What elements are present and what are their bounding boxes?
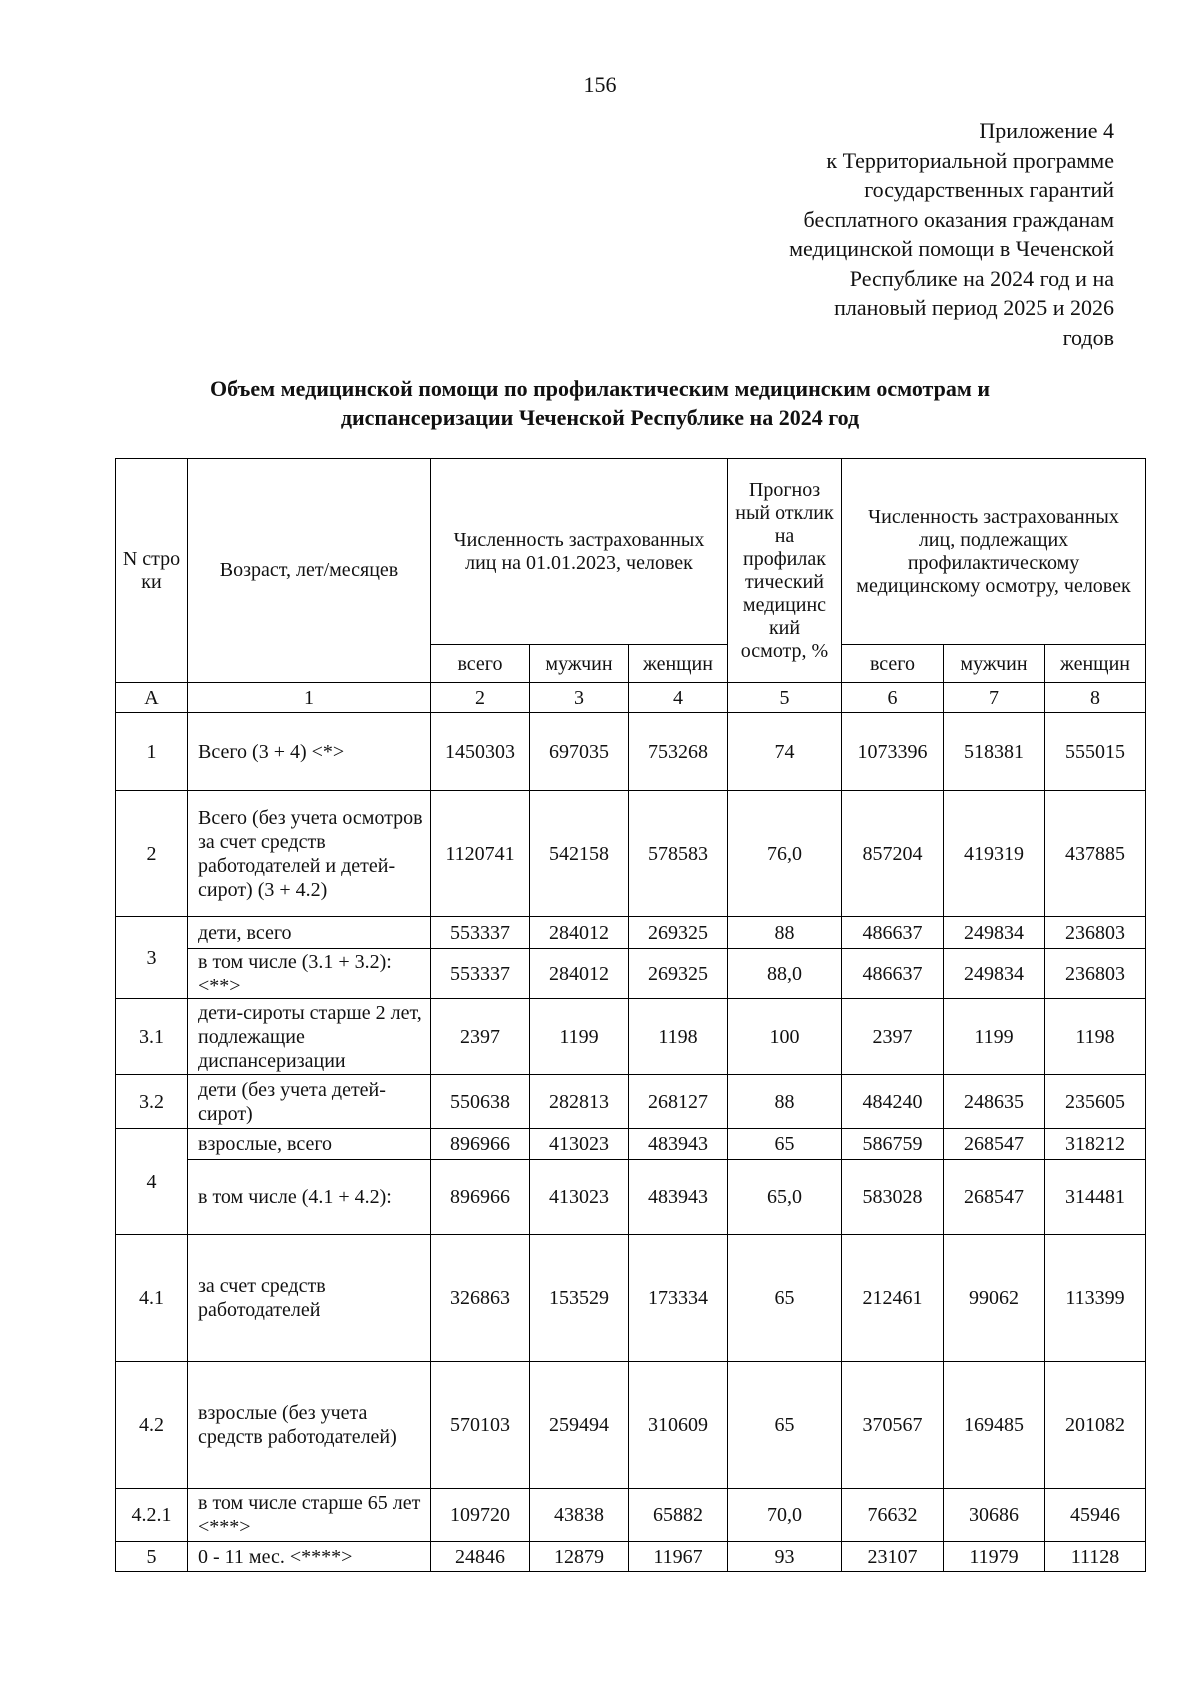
header-forecast-response: Прогноз ный отклик на профилак тический медицинс кий осмотр, % [728, 459, 842, 683]
header-age: Возраст, лет/месяцев [188, 459, 431, 683]
cell-value: 11128 [1045, 1542, 1146, 1572]
cell-value: 370567 [842, 1362, 944, 1489]
cell-value: 550638 [431, 1075, 530, 1129]
cell-value: 249834 [944, 949, 1045, 999]
cell-value: 326863 [431, 1235, 530, 1362]
header-women: женщин [1045, 645, 1146, 683]
cell-value: 76632 [842, 1489, 944, 1542]
index-cell: 1 [188, 683, 431, 713]
cell-value: 896966 [431, 1160, 530, 1235]
table-row [116, 1489, 1146, 1542]
row-number: 2 [116, 791, 188, 917]
index-cell: 7 [944, 683, 1045, 713]
cell-value: 1120741 [431, 791, 530, 917]
cell-value: 437885 [1045, 791, 1146, 917]
cell-value: 236803 [1045, 917, 1146, 949]
appendix-line: Республике на 2024 год и на [849, 265, 1114, 291]
row-label: взрослые, всего [188, 1129, 431, 1160]
cell-value: 413023 [530, 1129, 629, 1160]
cell-value: 1199 [530, 999, 629, 1075]
cell-value: 484240 [842, 1075, 944, 1129]
cell-value: 74 [728, 713, 842, 791]
cell-value: 486637 [842, 917, 944, 949]
cell-value: 1199 [944, 999, 1045, 1075]
appendix-note [654, 116, 1114, 352]
header-insured-count: Численность застрахованных лиц на 01.01.2023, человек [431, 459, 728, 645]
cell-value: 236803 [1045, 949, 1146, 999]
cell-value: 578583 [629, 791, 728, 917]
cell-value: 11979 [944, 1542, 1045, 1572]
cell-value: 65,0 [728, 1160, 842, 1235]
index-cell: 8 [1045, 683, 1146, 713]
cell-value: 269325 [629, 949, 728, 999]
cell-value: 65882 [629, 1489, 728, 1542]
cell-value: 249834 [944, 917, 1045, 949]
index-cell: 2 [431, 683, 530, 713]
index-cell: 5 [728, 683, 842, 713]
cell-value: 697035 [530, 713, 629, 791]
cell-value: 76,0 [728, 791, 842, 917]
cell-value: 93 [728, 1542, 842, 1572]
cell-value: 100 [728, 999, 842, 1075]
cell-value: 2397 [842, 999, 944, 1075]
row-label: взрослые (без учета средств работодателей) [188, 1362, 431, 1489]
cell-value: 11967 [629, 1542, 728, 1572]
cell-value: 99062 [944, 1235, 1045, 1362]
row-label: в том числе старше 65 лет <***> [188, 1489, 431, 1542]
cell-value: 314481 [1045, 1160, 1146, 1235]
cell-value: 23107 [842, 1542, 944, 1572]
cell-value: 153529 [530, 1235, 629, 1362]
appendix-line: медицинской помощи в Чеченской [789, 236, 1114, 261]
header-total: всего [431, 645, 530, 683]
table-row [116, 1129, 1146, 1160]
appendix-line: бесплатного оказания гражданам [803, 206, 1114, 232]
cell-value: 553337 [431, 917, 530, 949]
appendix-line: Приложение 4 [979, 118, 1114, 143]
header-total: всего [842, 645, 944, 683]
appendix-line: плановый период 2025 и 2026 [834, 295, 1114, 320]
cell-value: 753268 [629, 713, 728, 791]
table-row [116, 1075, 1146, 1129]
index-row [116, 683, 1146, 713]
cell-value: 284012 [530, 917, 629, 949]
cell-value: 45946 [1045, 1489, 1146, 1542]
cell-value: 169485 [944, 1362, 1045, 1489]
index-cell: А [116, 683, 188, 713]
header-men: мужчин [944, 645, 1045, 683]
index-cell: 3 [530, 683, 629, 713]
row-label: в том числе (4.1 + 4.2): [188, 1160, 431, 1235]
row-number: 3.2 [116, 1075, 188, 1129]
row-label: Всего (без учета осмотров за счет средств работодателей и детей-сирот) (3 + 4.2) [188, 791, 431, 917]
cell-value: 318212 [1045, 1129, 1146, 1160]
cell-value: 201082 [1045, 1362, 1146, 1489]
row-label: за счет средств работодателей [188, 1235, 431, 1362]
cell-value: 284012 [530, 949, 629, 999]
table-row [116, 791, 1146, 917]
cell-value: 413023 [530, 1160, 629, 1235]
cell-value: 310609 [629, 1362, 728, 1489]
appendix-line: государственных гарантий [864, 177, 1114, 202]
cell-value: 88 [728, 1075, 842, 1129]
row-number: 5 [116, 1542, 188, 1572]
cell-value: 1198 [629, 999, 728, 1075]
row-label: в том числе (3.1 + 3.2): <**> [188, 949, 431, 999]
cell-value: 896966 [431, 1129, 530, 1160]
table-row [116, 917, 1146, 949]
cell-value: 483943 [629, 1160, 728, 1235]
header-men: мужчин [530, 645, 629, 683]
title-line-2: диспансеризации Чеченской Республике на 2024 год [340, 405, 860, 430]
row-number: 4.1 [116, 1235, 188, 1362]
cell-value: 235605 [1045, 1075, 1146, 1129]
cell-value: 583028 [842, 1160, 944, 1235]
cell-value: 555015 [1045, 713, 1146, 791]
cell-value: 483943 [629, 1129, 728, 1160]
row-label: дети-сироты старше 2 лет, подлежащие диспансеризации [188, 999, 431, 1075]
cell-value: 24846 [431, 1542, 530, 1572]
row-label: дети, всего [188, 917, 431, 949]
cell-value: 1073396 [842, 713, 944, 791]
cell-value: 65 [728, 1362, 842, 1489]
volume-table [115, 458, 1146, 1572]
table-row [116, 1160, 1146, 1235]
cell-value: 586759 [842, 1129, 944, 1160]
document-title [0, 374, 1200, 432]
row-number: 3 [116, 917, 188, 999]
row-label: Всего (3 + 4) <*> [188, 713, 431, 791]
cell-value: 2397 [431, 999, 530, 1075]
cell-value: 268547 [944, 1160, 1045, 1235]
cell-value: 553337 [431, 949, 530, 999]
cell-value: 282813 [530, 1075, 629, 1129]
row-number: 3.1 [116, 999, 188, 1075]
appendix-line: годов [1062, 324, 1114, 350]
table-row [116, 1235, 1146, 1362]
cell-value: 486637 [842, 949, 944, 999]
cell-value: 43838 [530, 1489, 629, 1542]
row-label: дети (без учета детей-сирот) [188, 1075, 431, 1129]
row-number: 4.2 [116, 1362, 188, 1489]
cell-value: 259494 [530, 1362, 629, 1489]
page-number: 156 [583, 72, 617, 97]
cell-value: 419319 [944, 791, 1045, 917]
cell-value: 30686 [944, 1489, 1045, 1542]
table-row [116, 1542, 1146, 1572]
cell-value: 248635 [944, 1075, 1045, 1129]
table-row [116, 999, 1146, 1075]
cell-value: 70,0 [728, 1489, 842, 1542]
index-cell: 6 [842, 683, 944, 713]
cell-value: 65 [728, 1235, 842, 1362]
cell-value: 109720 [431, 1489, 530, 1542]
row-label: 0 - 11 мес. <****> [188, 1542, 431, 1572]
row-number: 4 [116, 1129, 188, 1235]
cell-value: 269325 [629, 917, 728, 949]
table-row [116, 1362, 1146, 1489]
cell-value: 1450303 [431, 713, 530, 791]
header-subject-count: Численность застрахованных лиц, подлежащих профилактическому медицинскому осмотру, человек [842, 459, 1146, 645]
row-number: 4.2.1 [116, 1489, 188, 1542]
cell-value: 542158 [530, 791, 629, 917]
appendix-line: к Территориальной программе [826, 147, 1114, 173]
header-row-number: N стро ки [116, 459, 188, 683]
cell-value: 12879 [530, 1542, 629, 1572]
cell-value: 268127 [629, 1075, 728, 1129]
title-line-1: Объем медицинской помощи по профилактическим медицинским осмотрам и [209, 376, 991, 401]
table-row [116, 713, 1146, 791]
row-number: 1 [116, 713, 188, 791]
cell-value: 88,0 [728, 949, 842, 999]
cell-value: 88 [728, 917, 842, 949]
cell-value: 65 [728, 1129, 842, 1160]
header-women: женщин [629, 645, 728, 683]
cell-value: 570103 [431, 1362, 530, 1489]
cell-value: 268547 [944, 1129, 1045, 1160]
cell-value: 857204 [842, 791, 944, 917]
cell-value: 173334 [629, 1235, 728, 1362]
index-cell: 4 [629, 683, 728, 713]
cell-value: 212461 [842, 1235, 944, 1362]
cell-value: 518381 [944, 713, 1045, 791]
cell-value: 113399 [1045, 1235, 1146, 1362]
cell-value: 1198 [1045, 999, 1146, 1075]
table-row [116, 949, 1146, 999]
